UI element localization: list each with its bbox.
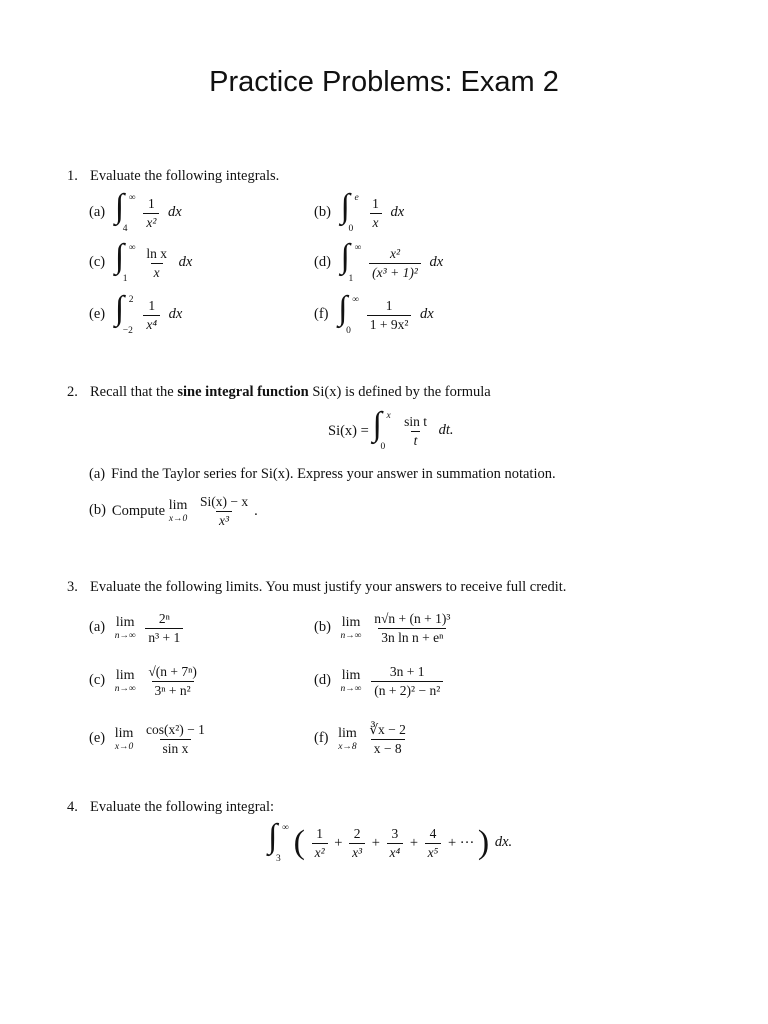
part-label: (a) bbox=[89, 204, 106, 221]
problem-1d bbox=[314, 238, 444, 285]
differential: dx bbox=[168, 306, 183, 323]
series-term bbox=[387, 826, 404, 860]
part-label: (b) bbox=[314, 204, 331, 221]
lim-word: lim bbox=[115, 615, 135, 631]
problem-text-bold: sine integral function bbox=[177, 384, 309, 400]
part-label: (b) bbox=[314, 619, 331, 636]
period: . bbox=[254, 502, 258, 519]
integrand-fraction bbox=[401, 414, 430, 448]
formula-lhs: Si(x) = bbox=[328, 422, 369, 439]
problem-3e bbox=[89, 722, 211, 756]
limit-operator bbox=[341, 668, 362, 694]
denominator: 1 + 9x² bbox=[367, 315, 412, 333]
limit-fraction bbox=[143, 722, 208, 756]
part-label: (f) bbox=[314, 730, 329, 747]
denominator: x − 8 bbox=[371, 739, 405, 757]
part-text: Find the Taylor series for Si(x). Express your answer in summation notation. bbox=[111, 466, 556, 482]
limit-operator bbox=[338, 726, 357, 752]
problem-text: Evaluate the following limits. You must justify your answers to receive full credit. bbox=[90, 579, 567, 595]
differential: dx bbox=[390, 204, 405, 221]
lim-subscript: x→0 bbox=[114, 741, 134, 752]
numerator: cos(x²) − 1 bbox=[146, 722, 205, 737]
integral-sign: ∫ ∞ 1 bbox=[340, 238, 362, 285]
denominator: x⁴ bbox=[387, 843, 404, 861]
problem-number: 3. bbox=[67, 579, 78, 595]
plus-operator: + bbox=[371, 834, 380, 851]
numerator: √(n + 7ⁿ) bbox=[148, 664, 197, 679]
lim-word: lim bbox=[115, 668, 135, 684]
upper-limit: ∞ bbox=[354, 243, 362, 254]
part-label: (e) bbox=[89, 306, 106, 323]
integrand-fraction bbox=[369, 196, 382, 230]
lim-word: lim bbox=[338, 726, 357, 742]
denominator: x² bbox=[312, 843, 328, 861]
integrand-fraction bbox=[143, 246, 170, 280]
lim-subscript: n→∞ bbox=[114, 683, 136, 694]
part-label: (a) bbox=[89, 466, 106, 482]
lim-word: lim bbox=[341, 615, 361, 631]
lim-subscript: n→∞ bbox=[340, 630, 362, 641]
lim-word: lim bbox=[114, 726, 134, 742]
integral-sign: ∫ 2 −2 bbox=[114, 290, 134, 337]
problem-text: Recall that the bbox=[90, 384, 178, 400]
sine-integral-formula bbox=[328, 406, 454, 453]
open-paren: ( bbox=[293, 824, 305, 862]
ellipsis-operator: + ··· bbox=[447, 834, 475, 851]
part-label: (a) bbox=[89, 619, 106, 636]
series-term bbox=[349, 826, 365, 860]
upper-limit: x bbox=[386, 411, 391, 422]
lim-subscript: n→∞ bbox=[114, 630, 136, 641]
lower-limit: 0 bbox=[380, 442, 386, 453]
problem-4-stem bbox=[67, 799, 274, 816]
part-text: Compute bbox=[111, 502, 166, 519]
problem-3c bbox=[89, 664, 203, 698]
close-paren: ) bbox=[477, 824, 490, 862]
lim-word: lim bbox=[168, 498, 188, 514]
problem-1f bbox=[314, 290, 434, 337]
numerator: 2 bbox=[353, 826, 361, 841]
numerator: ln x bbox=[146, 246, 167, 261]
upper-limit: e bbox=[354, 193, 359, 204]
denominator: t bbox=[411, 431, 421, 449]
problem-1-stem bbox=[67, 168, 279, 185]
part-label: (e) bbox=[89, 730, 106, 747]
limit-fraction bbox=[366, 722, 408, 756]
lim-subscript: x→0 bbox=[168, 513, 188, 524]
upper-limit: ∞ bbox=[282, 823, 289, 834]
differential: dx bbox=[429, 254, 444, 271]
limit-fraction bbox=[145, 664, 200, 698]
integral-sign: ∫ ∞ 1 bbox=[114, 238, 136, 285]
problem-1e bbox=[89, 290, 183, 337]
lower-limit: 1 bbox=[348, 274, 354, 285]
differential: dx bbox=[420, 306, 434, 323]
numerator: 3n + 1 bbox=[389, 664, 425, 679]
lower-limit: 3 bbox=[276, 854, 281, 865]
problem-text: Evaluate the following integral: bbox=[90, 799, 275, 815]
problem-1a bbox=[89, 188, 182, 235]
numerator: 2ⁿ bbox=[158, 611, 170, 626]
problem-1b bbox=[314, 188, 405, 235]
denominator: 3ⁿ + n² bbox=[152, 681, 194, 699]
limit-operator bbox=[115, 615, 136, 641]
upper-limit: ∞ bbox=[352, 295, 359, 306]
problem-2-stem bbox=[67, 384, 491, 401]
numerator: 1 bbox=[316, 826, 323, 841]
part-label: (d) bbox=[314, 254, 331, 271]
numerator: 4 bbox=[429, 826, 437, 841]
lim-subscript: x→8 bbox=[338, 741, 357, 752]
integrand-fraction bbox=[143, 298, 160, 332]
differential: dx. bbox=[494, 834, 513, 851]
problem-text-end: Si(x) is defined by the formula bbox=[308, 384, 491, 400]
integral-sign: ∫ ∞ 0 bbox=[338, 290, 359, 337]
plus-operator: + bbox=[409, 834, 419, 851]
problem-3b bbox=[314, 611, 456, 645]
lower-limit: 0 bbox=[346, 326, 351, 337]
differential: dx bbox=[178, 254, 193, 271]
problem-text: Evaluate the following integrals. bbox=[90, 168, 280, 184]
integrand-fraction bbox=[367, 298, 412, 332]
problem-3d bbox=[314, 664, 446, 698]
lim-word: lim bbox=[341, 668, 361, 684]
problem-number: 4. bbox=[67, 799, 78, 815]
upper-limit: ∞ bbox=[128, 193, 136, 204]
numerator: 1 bbox=[372, 196, 379, 211]
problem-3f bbox=[314, 722, 412, 756]
integrand-fraction bbox=[143, 196, 159, 230]
part-label: (d) bbox=[314, 672, 331, 689]
problem-number: 2. bbox=[67, 384, 78, 400]
part-label: (f) bbox=[314, 306, 329, 323]
denominator: n³ + 1 bbox=[145, 628, 183, 646]
denominator: x² bbox=[143, 213, 159, 231]
integral-sign: ∫ x 0 bbox=[372, 406, 391, 453]
lower-limit: 1 bbox=[122, 274, 128, 285]
upper-limit: ∞ bbox=[128, 243, 136, 254]
limit-fraction bbox=[197, 494, 251, 528]
limit-operator bbox=[115, 668, 136, 694]
denominator: x³ bbox=[349, 843, 365, 861]
problem-1c bbox=[89, 238, 193, 285]
problem-2a bbox=[89, 466, 556, 483]
problem-3-stem bbox=[67, 579, 566, 596]
problem-number: 1. bbox=[67, 168, 78, 184]
denominator: 3n ln n + eⁿ bbox=[378, 628, 446, 646]
integral-sign: ∫ ∞ 3 bbox=[268, 818, 289, 865]
denominator: sin x bbox=[160, 739, 192, 757]
part-label: (b) bbox=[89, 502, 106, 519]
numerator: 3 bbox=[391, 826, 399, 841]
lower-limit: 0 bbox=[348, 224, 354, 235]
limit-fraction bbox=[371, 664, 443, 698]
upper-limit: 2 bbox=[128, 295, 134, 306]
lower-limit: 4 bbox=[122, 224, 128, 235]
differential: dx bbox=[168, 204, 182, 221]
integral-sign: ∫ e 0 bbox=[340, 188, 359, 235]
series-term bbox=[312, 826, 328, 860]
page-title: Practice Problems: Exam 2 bbox=[209, 66, 559, 98]
denominator: x³ bbox=[216, 511, 232, 529]
denominator: x bbox=[370, 213, 382, 231]
denominator: x bbox=[151, 263, 163, 281]
limit-fraction bbox=[371, 611, 453, 645]
numerator: x² bbox=[390, 246, 401, 261]
numerator: 1 bbox=[385, 298, 393, 313]
integral-sign: ∫ ∞ 4 bbox=[114, 188, 136, 235]
problem-2b bbox=[89, 494, 258, 528]
integrand-fraction bbox=[369, 246, 421, 280]
part-label: (c) bbox=[89, 672, 106, 689]
plus-operator: + bbox=[334, 834, 343, 851]
denominator: (n + 2)² − n² bbox=[371, 681, 443, 699]
series-term bbox=[425, 826, 442, 860]
denominator: x⁵ bbox=[425, 843, 442, 861]
part-label: (c) bbox=[89, 254, 106, 271]
limit-fraction bbox=[145, 611, 183, 645]
numerator: 1 bbox=[147, 196, 155, 211]
denominator: (x³ + 1)² bbox=[369, 263, 421, 281]
lower-limit: −2 bbox=[122, 326, 133, 337]
differential: dt. bbox=[438, 422, 454, 439]
series-integral-formula bbox=[268, 818, 513, 865]
lim-subscript: n→∞ bbox=[340, 683, 362, 694]
problem-3a bbox=[89, 611, 186, 645]
denominator: x⁴ bbox=[143, 315, 160, 333]
numerator: ∛x − 2 bbox=[369, 722, 406, 737]
numerator: 1 bbox=[148, 298, 156, 313]
limit-operator bbox=[341, 615, 362, 641]
numerator: sin t bbox=[404, 414, 427, 429]
numerator: n√n + (n + 1)³ bbox=[374, 611, 451, 626]
limit-operator bbox=[169, 498, 188, 524]
numerator: Si(x) − x bbox=[200, 494, 249, 509]
limit-operator bbox=[115, 726, 134, 752]
